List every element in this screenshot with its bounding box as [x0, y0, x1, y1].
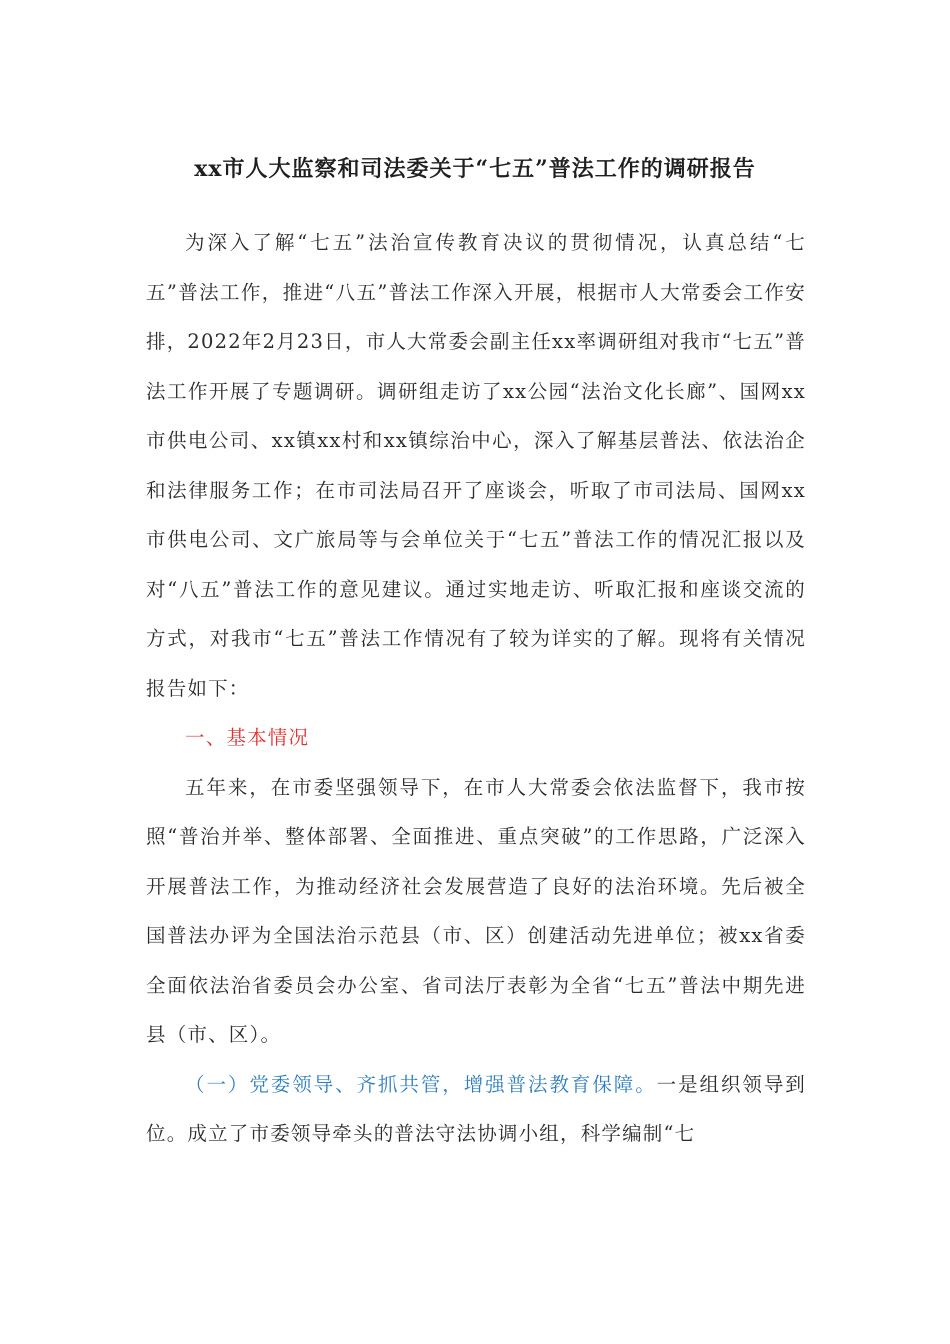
- document-title: xx市人大监察和司法委关于“七五”普法工作的调研报告: [194, 156, 756, 182]
- section-paragraph: 五年来，在市委坚强领导下，在市人大常委会依法监督下，我市按照“普治并举、整体部署、全面推进、重点突破”的工作思路，广泛深入开展普法工作，为推动经济社会发展营造了良好的法治环境。先后被全国普法办评为全国法治示范县（市、区）创建活动先进单位；被xx省委全面依法治省委员会办公室、省司法厅表彰为全省“七五”普法中期先进县（市、区）。: [146, 775, 806, 1046]
- document-body: [146, 218, 806, 1159]
- subsection-paragraph: [146, 1060, 806, 1159]
- intro-paragraph: 为深入了解“七五”法治宣传教育决议的贯彻情况，认真总结“七五”普法工作，推进“八五”普法工作深入开展，根据市人大常委会工作安排，2022年2月23日，市人大常委会副主任xx率调研组对我市“七五”普法工作开展了专题调研。调研组走访了xx公园“法治文化长廊”、国网xx市供电公司、xx镇xx村和xx镇综治中心，深入了解基层普法、依法治企和法律服务工作；在市司法局召开了座谈会，听取了市司法局、国网xx市供电公司、文广旅局等与会单位关于“七五”普法工作的情况汇报以及对“八五”普法工作的意见建议。通过实地走访、听取汇报和座谈交流的方式，对我市“七五”普法工作情况有了较为详实的了解。现将有关情况报告如下：: [146, 231, 806, 700]
- subsection-heading: （一）党委领导、齐抓共管，增强普法教育保障。: [185, 1072, 657, 1096]
- subsection-text: 一是组织领导到位。成立了市委领导牵头的普法守法协调小组，科学编制“七: [146, 1072, 806, 1145]
- section-heading-basic-situation: 一、基本情况: [185, 726, 310, 749]
